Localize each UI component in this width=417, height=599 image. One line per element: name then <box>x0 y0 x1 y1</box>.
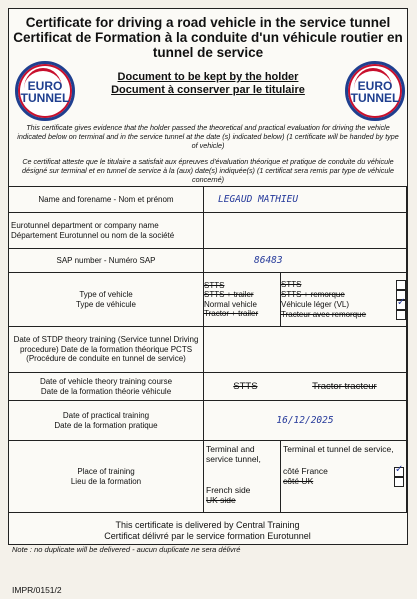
stdp-value <box>204 327 407 373</box>
certificate-title <box>9 15 407 60</box>
vehicle-checkbox-3[interactable] <box>396 310 406 320</box>
place-opt-en-0: French side <box>206 485 251 495</box>
keep-notice <box>79 71 337 97</box>
vehicle-checkbox-0[interactable] <box>396 280 406 290</box>
intro-fr: Ce certificat atteste que le titulaire a satisfait aux épreuves d'évaluation théorique et pratique de conduite du véhicule désigné sur terminal et en tunnel de service à la (aux) date(s) indiquée(s) (1 certificat sera remis par type de véhicule concerné) <box>22 157 394 184</box>
vehicle-opt-en-2: Normal vehicle <box>204 299 257 309</box>
vehicle-theory-stts: STTS <box>233 381 258 392</box>
vehicle-theory-label: Date of vehicle theory training course Date de la formation théorie véhicule <box>9 373 204 401</box>
vehicle-opt-en-0: STTS <box>204 280 225 290</box>
vehicle-opt-en-3: Tractor + trailer <box>204 309 259 318</box>
place-checkbox-0[interactable] <box>394 467 404 477</box>
place-checkbox-1[interactable] <box>394 477 404 487</box>
practical-date-value: 16/12/2025 <box>276 415 334 426</box>
place-label: Place of training Lieu de la formation <box>9 441 204 513</box>
delivered-fr: Certificat délivré par le service formation Eurotunnel <box>104 531 311 541</box>
vehicle-options-fr <box>281 273 407 327</box>
vehicle-options-en <box>204 273 281 327</box>
keep-notice-en: Document to be kept by the holder <box>117 71 299 83</box>
name-value: LEGAUD MATHIEU <box>218 194 299 205</box>
dept-value <box>204 213 407 249</box>
vehicle-opt-fr-0: STTS <box>281 279 302 289</box>
vehicle-checkbox-2[interactable] <box>396 300 406 310</box>
place-opt-fr-1: côté UK <box>283 475 314 486</box>
stdp-label: Date of STDP theory training (Service tunnel Driving procedure) Date de la formation théorique PCTS (Procédure de conduite en tunnel de service) <box>9 327 204 373</box>
sap-value: 86483 <box>254 255 283 266</box>
title-fr: Certificat de Formation à la conduite d'un véhicule routier en tunnel de service <box>13 30 403 60</box>
keep-notice-fr: Document à conserver par le titulaire <box>111 84 305 96</box>
vehicle-type-label: Type of vehicle Type de véhicule <box>9 273 204 327</box>
vehicle-opt-fr-3: Tracteur avec remorque <box>281 309 367 319</box>
no-duplicate-note: Note : no duplicate will be delivered - aucun duplicate ne sera délivré <box>12 545 241 554</box>
practical-label: Date of practical training Date de la formation pratique <box>9 401 204 441</box>
delivered-en: This certificate is delivered by Central Training <box>115 520 300 530</box>
title-en: Certificate for driving a road vehicle in the service tunnel <box>25 15 391 30</box>
vehicle-theory-values <box>204 373 407 401</box>
name-label: Name and forename - Nom et prénom <box>9 187 204 213</box>
eurotunnel-logo-left: EURO TUNNEL <box>15 61 75 121</box>
intro-en: This certificate gives evidence that the holder passed the theoretical and practical evaluation for driving the vehicle indicated below on terminal and in the service tunnel at the date (s) indicated below) (1 certificate will be handed by type of vehicle) <box>17 123 399 150</box>
dept-label: Eurotunnel department or company name Département Eurotunnel ou nom de la société <box>9 213 204 249</box>
certificate-form <box>8 186 407 513</box>
place-opt-en-1: UK side <box>206 494 236 505</box>
place-opt-fr-0: côté France <box>283 465 328 476</box>
vehicle-theory-tractor: Tractor tracteur <box>312 381 377 392</box>
vehicle-opt-fr-1: STTS + remorque <box>281 289 345 299</box>
place-en: Terminal and service tunnel, French side UK side <box>204 441 281 513</box>
vehicle-opt-fr-2: Véhicule léger (VL) <box>281 299 350 309</box>
form-code: IMPR/0151/2 <box>12 585 62 595</box>
delivered-by <box>8 520 407 542</box>
place-fr: Terminal et tunnel de service, côté France ✓ côté UK <box>281 441 407 513</box>
vehicle-opt-en-1: STTS + trailer <box>204 290 254 299</box>
sap-label: SAP number - Numéro SAP <box>9 249 204 273</box>
eurotunnel-logo-right: EURO TUNNEL <box>345 61 405 121</box>
